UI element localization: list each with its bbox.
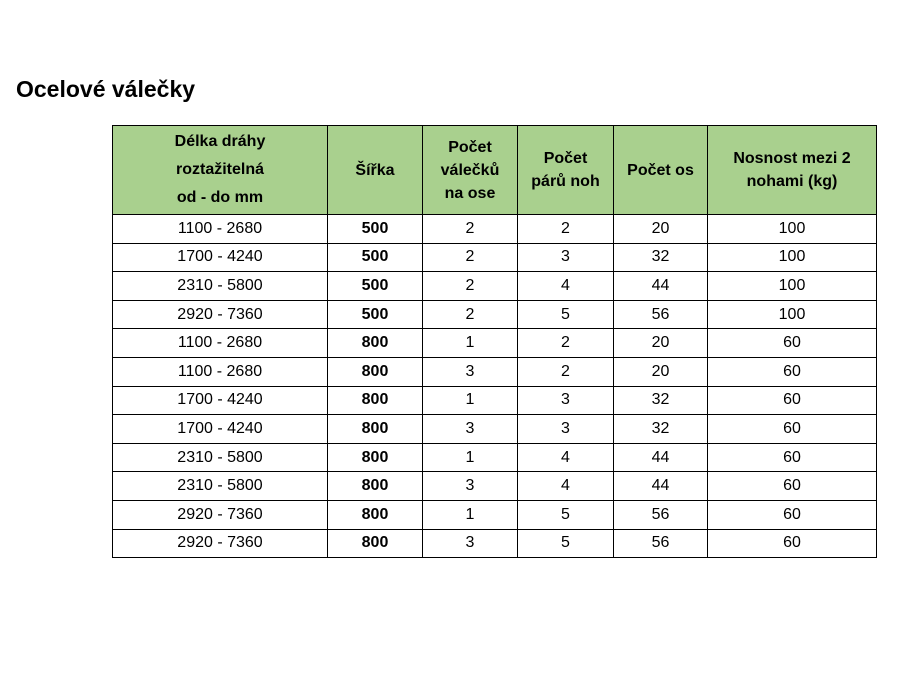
rollers-per-axle-cell: 3 xyxy=(423,415,518,444)
width-cell: 800 xyxy=(328,329,423,358)
table-row xyxy=(113,215,877,244)
table-header-row xyxy=(113,126,877,215)
leg-pairs-cell: 4 xyxy=(518,443,614,472)
leg-pairs-cell: 4 xyxy=(518,272,614,301)
width-cell: 500 xyxy=(328,300,423,329)
axle-count-cell: 44 xyxy=(614,443,708,472)
leg-pairs-cell: 2 xyxy=(518,329,614,358)
load-capacity-cell: 60 xyxy=(708,500,877,529)
track-length-cell: 2920 - 7360 xyxy=(113,529,328,558)
page-title: Ocelové válečky xyxy=(16,76,196,102)
rollers-per-axle-cell: 1 xyxy=(423,500,518,529)
table-row xyxy=(113,243,877,272)
table-body xyxy=(113,215,877,558)
width-cell: 800 xyxy=(328,443,423,472)
load-capacity-cell: 100 xyxy=(708,300,877,329)
leg-pairs-cell: 5 xyxy=(518,300,614,329)
track-length-cell: 1700 - 4240 xyxy=(113,415,328,444)
rollers-per-axle-cell: 1 xyxy=(423,329,518,358)
load-capacity-cell: 60 xyxy=(708,329,877,358)
table-row xyxy=(113,386,877,415)
track-length-cell: 1100 - 2680 xyxy=(113,329,328,358)
rollers-per-axle-cell: 2 xyxy=(423,243,518,272)
axle-count-cell: 56 xyxy=(614,500,708,529)
track-length-cell: 1100 - 2680 xyxy=(113,215,328,244)
table-row xyxy=(113,300,877,329)
table-row xyxy=(113,272,877,301)
axle-count-cell: 32 xyxy=(614,415,708,444)
axle-count-cell: 20 xyxy=(614,357,708,386)
header-load-capacity: Nosnost mezi 2 nohami (kg) xyxy=(708,126,877,215)
table-row xyxy=(113,500,877,529)
table-row xyxy=(113,443,877,472)
load-capacity-cell: 60 xyxy=(708,443,877,472)
table-row xyxy=(113,357,877,386)
header-track-length: Délka dráhy roztažitelná od - do mm xyxy=(113,126,328,215)
header-rollers-per-axle: Počet válečků na ose xyxy=(423,126,518,215)
leg-pairs-cell: 2 xyxy=(518,357,614,386)
load-capacity-cell: 60 xyxy=(708,386,877,415)
width-cell: 500 xyxy=(328,272,423,301)
rollers-per-axle-cell: 3 xyxy=(423,529,518,558)
load-capacity-cell: 60 xyxy=(708,472,877,501)
width-cell: 800 xyxy=(328,386,423,415)
axle-count-cell: 20 xyxy=(614,215,708,244)
leg-pairs-cell: 3 xyxy=(518,386,614,415)
load-capacity-cell: 60 xyxy=(708,529,877,558)
leg-pairs-cell: 4 xyxy=(518,472,614,501)
axle-count-cell: 32 xyxy=(614,243,708,272)
rollers-per-axle-cell: 1 xyxy=(423,386,518,415)
load-capacity-cell: 60 xyxy=(708,415,877,444)
rollers-per-axle-cell: 2 xyxy=(423,215,518,244)
load-capacity-cell: 100 xyxy=(708,215,877,244)
track-length-cell: 2920 - 7360 xyxy=(113,500,328,529)
width-cell: 800 xyxy=(328,529,423,558)
axle-count-cell: 56 xyxy=(614,529,708,558)
track-length-cell: 2310 - 5800 xyxy=(113,272,328,301)
table-row xyxy=(113,472,877,501)
load-capacity-cell: 100 xyxy=(708,243,877,272)
axle-count-cell: 20 xyxy=(614,329,708,358)
header-axle-count: Počet os xyxy=(614,126,708,215)
width-cell: 800 xyxy=(328,500,423,529)
rollers-per-axle-cell: 2 xyxy=(423,300,518,329)
leg-pairs-cell: 5 xyxy=(518,529,614,558)
leg-pairs-cell: 5 xyxy=(518,500,614,529)
width-cell: 800 xyxy=(328,357,423,386)
track-length-cell: 1100 - 2680 xyxy=(113,357,328,386)
table-row xyxy=(113,415,877,444)
track-length-cell: 1700 - 4240 xyxy=(113,243,328,272)
width-cell: 800 xyxy=(328,472,423,501)
header-width: Šířka xyxy=(328,126,423,215)
table-row xyxy=(113,529,877,558)
table-row xyxy=(113,329,877,358)
track-length-cell: 2310 - 5800 xyxy=(113,443,328,472)
track-length-cell: 2920 - 7360 xyxy=(113,300,328,329)
leg-pairs-cell: 3 xyxy=(518,415,614,444)
axle-count-cell: 56 xyxy=(614,300,708,329)
width-cell: 800 xyxy=(328,415,423,444)
track-length-cell: 2310 - 5800 xyxy=(113,472,328,501)
load-capacity-cell: 100 xyxy=(708,272,877,301)
leg-pairs-cell: 3 xyxy=(518,243,614,272)
rollers-per-axle-cell: 1 xyxy=(423,443,518,472)
width-cell: 500 xyxy=(328,243,423,272)
axle-count-cell: 44 xyxy=(614,472,708,501)
load-capacity-cell: 60 xyxy=(708,357,877,386)
leg-pairs-cell: 2 xyxy=(518,215,614,244)
axle-count-cell: 44 xyxy=(614,272,708,301)
header-leg-pairs: Počet párů noh xyxy=(518,126,614,215)
steel-rollers-table xyxy=(112,125,877,558)
axle-count-cell: 32 xyxy=(614,386,708,415)
rollers-per-axle-cell: 3 xyxy=(423,472,518,501)
width-cell: 500 xyxy=(328,215,423,244)
rollers-per-axle-cell: 3 xyxy=(423,357,518,386)
track-length-cell: 1700 - 4240 xyxy=(113,386,328,415)
rollers-per-axle-cell: 2 xyxy=(423,272,518,301)
